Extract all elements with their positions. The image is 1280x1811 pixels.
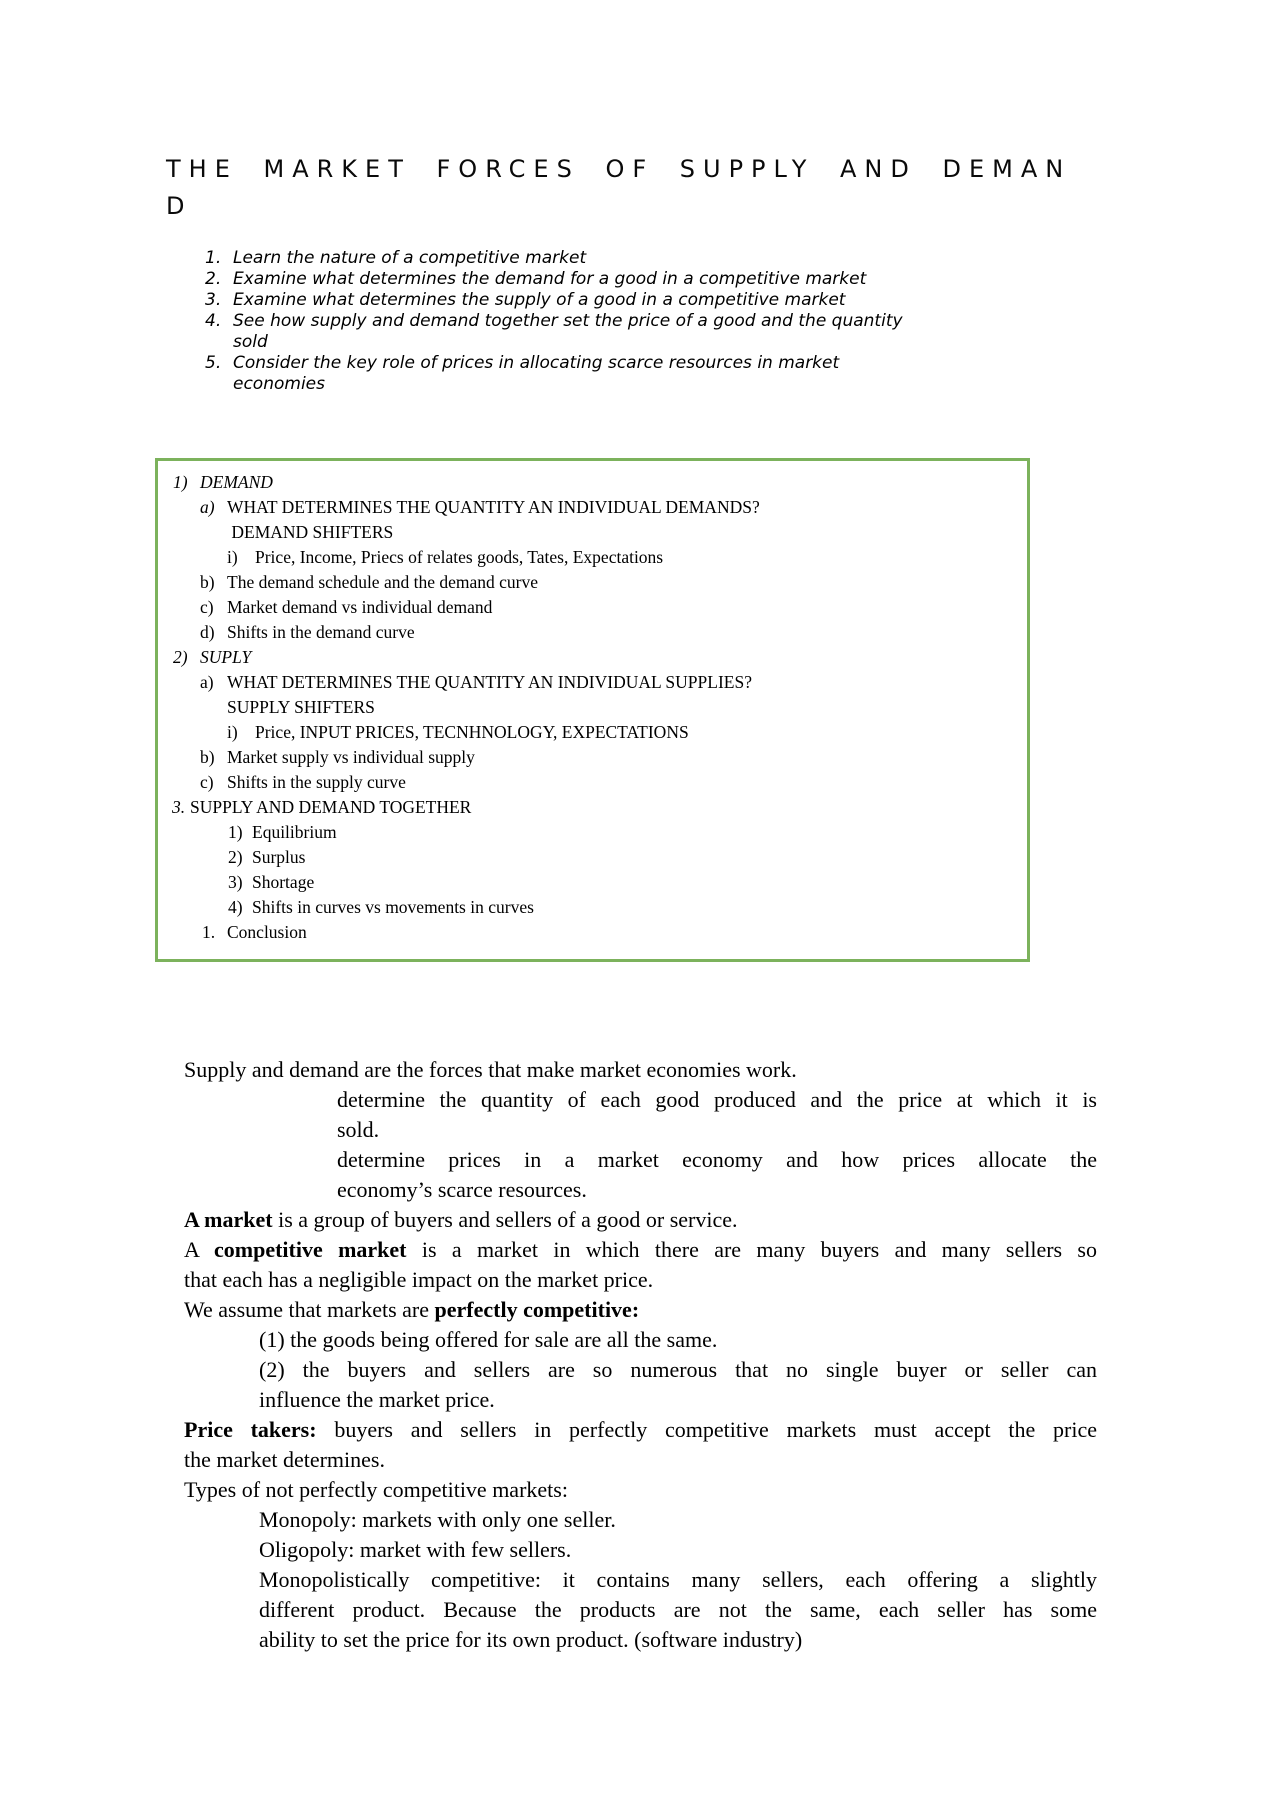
outline-item-marker: 1.: [202, 922, 216, 942]
outline-item: [158, 745, 1027, 770]
body-line: [184, 1355, 1097, 1385]
outline-item-marker: 4): [228, 897, 243, 917]
body-line: [184, 1145, 1097, 1175]
objective-text: [233, 353, 839, 395]
body-plain-text: Monopoly: markets with only one seller.: [259, 1507, 616, 1532]
body-line: [184, 1565, 1097, 1595]
body-text: [184, 1055, 1097, 1655]
body-bold-text: competitive market: [214, 1237, 407, 1262]
outline-item: [158, 595, 1027, 620]
title-line-2: D: [166, 192, 193, 220]
body-plain-text: ability to set the price for its own product. (software industry): [259, 1627, 803, 1652]
body-plain-text: determine the quantity of each good produced and the price at which it is: [337, 1087, 1097, 1112]
outline-item-marker: d): [200, 622, 215, 642]
outline-item: [158, 520, 1027, 545]
outline-item-text: Price, INPUT PRICES, TECNHNOLOGY, EXPECTATIONS: [255, 722, 689, 742]
objective-item: [205, 353, 1280, 395]
body-line: [184, 1295, 1097, 1325]
objective-line: Examine what determines the demand for a good in a competitive market: [233, 269, 867, 289]
body-plain-text: influence the market price.: [259, 1387, 495, 1412]
objective-line: economies: [233, 374, 325, 394]
outline-item: [158, 570, 1027, 595]
body-plain-text: We assume that markets are: [184, 1297, 435, 1322]
outline-item: [158, 770, 1027, 795]
body-line: [184, 1595, 1097, 1625]
outline-item-marker: b): [200, 747, 215, 767]
body-line: [184, 1475, 1097, 1505]
outline-item-text: Market demand vs individual demand: [227, 597, 493, 617]
outline-item-marker: 2): [228, 847, 243, 867]
body-plain-text: different product. Because the products are not the same, each seller has some: [259, 1597, 1097, 1622]
body-plain-text: A: [184, 1237, 215, 1262]
body-bold-text: A market: [184, 1207, 273, 1232]
body-line: [184, 1325, 1097, 1355]
outline-item-marker: 1): [228, 822, 243, 842]
objective-marker: 4.: [205, 311, 222, 331]
outline-item: [158, 820, 1027, 845]
objective-item: [205, 248, 1280, 269]
objective-line: Consider the key role of prices in allocating scarce resources in market: [233, 353, 840, 373]
outline-item-text: Shifts in curves vs movements in curves: [252, 897, 534, 917]
objective-marker: 1.: [205, 248, 222, 268]
body-line: [184, 1385, 1097, 1415]
outline-item-marker: 1): [173, 472, 188, 492]
outline-item-text: Surplus: [252, 847, 306, 867]
body-line: [184, 1055, 1097, 1085]
outline-item-text: Equilibrium: [252, 822, 337, 842]
body-line: [184, 1235, 1097, 1265]
outline-item: [158, 645, 1027, 670]
outline-item: [158, 495, 1027, 520]
outline-item-text: Shifts in the demand curve: [227, 622, 415, 642]
outline-item: [158, 470, 1027, 495]
body-bold-text: perfectly competitive:: [434, 1297, 640, 1322]
outline-item-marker: a): [200, 497, 215, 517]
body-line: [184, 1115, 1097, 1145]
body-plain-text: (2) the buyers and sellers are so numerous that no single buyer or seller can: [259, 1357, 1097, 1382]
objectives-list: [205, 248, 1280, 395]
outline-item-text: DEMAND: [200, 472, 273, 492]
document-title: [166, 151, 1280, 225]
body-line: [184, 1175, 1097, 1205]
body-line: [184, 1445, 1097, 1475]
body-bold-text: Price takers:: [184, 1417, 317, 1442]
objective-marker: 2.: [205, 269, 222, 289]
objective-line: sold: [233, 332, 268, 352]
title-line-1: THE MARKET FORCES OF SUPPLY AND DEMAN: [166, 155, 1072, 183]
body-plain-text: economy’s scarce resources.: [337, 1177, 587, 1202]
outline-item-marker: b): [200, 572, 215, 592]
outline-item-marker: i): [227, 722, 238, 742]
outline-item-marker: 3): [228, 872, 243, 892]
outline-box: [155, 458, 1030, 962]
outline-item-text: Shifts in the supply curve: [227, 772, 406, 792]
objective-marker: 5.: [205, 353, 222, 373]
outline-item: [158, 695, 1027, 720]
body-line: [184, 1625, 1097, 1655]
body-plain-text: (1) the goods being offered for sale are all the same.: [259, 1327, 718, 1352]
objective-line: Learn the nature of a competitive market: [233, 248, 587, 268]
outline-item-marker: a): [200, 672, 214, 692]
outline-item: [158, 670, 1027, 695]
body-plain-text: is a market in which there are many buyers and many sellers so: [406, 1237, 1097, 1262]
outline-item-marker: c): [200, 597, 214, 617]
outline-item-text: WHAT DETERMINES THE QUANTITY AN INDIVIDUAL DEMANDS?: [227, 497, 760, 517]
body-plain-text: Monopolistically competitive: it contains many sellers, each offering a slightly: [259, 1567, 1097, 1592]
outline-item-marker: 2): [173, 647, 188, 667]
body-line: [184, 1505, 1097, 1535]
objective-text: [233, 311, 903, 353]
outline-item-marker: i): [227, 547, 238, 567]
outline-item: [158, 795, 1027, 820]
body-plain-text: the market determines.: [184, 1447, 385, 1472]
outline-item-text: DEMAND SHIFTERS: [227, 522, 394, 542]
objective-item: [205, 290, 1280, 311]
outline-item-text: Price, Income, Priecs of relates goods, Tates, Expectations: [255, 547, 664, 567]
outline-item: [158, 545, 1027, 570]
objective-item: [205, 269, 1280, 290]
objective-text: [233, 290, 845, 311]
objective-marker: 3.: [205, 290, 222, 310]
body-plain-text: Types of not perfectly competitive markets:: [184, 1477, 568, 1502]
outline-item-text: Market supply vs individual supply: [227, 747, 475, 767]
body-plain-text: Supply and demand are the forces that make market economies work.: [184, 1057, 797, 1082]
objective-line: Examine what determines the supply of a good in a competitive market: [233, 290, 846, 310]
body-plain-text: is a group of buyers and sellers of a good or service.: [272, 1207, 738, 1232]
outline-item: [158, 845, 1027, 870]
body-plain-text: buyers and sellers in perfectly competitive markets must accept the price: [316, 1417, 1098, 1442]
body-plain-text: determine prices in a market economy and how prices allocate the: [337, 1147, 1097, 1172]
outline-item-text: SUPPLY AND DEMAND TOGETHER: [190, 797, 472, 817]
outline-item: [158, 920, 1027, 945]
objective-text: [233, 248, 586, 269]
outline-item-text: The demand schedule and the demand curve: [227, 572, 538, 592]
outline-item-text: SUPLY: [200, 647, 252, 667]
body-line: [184, 1415, 1097, 1445]
body-line: [184, 1535, 1097, 1565]
outline-item-text: WHAT DETERMINES THE QUANTITY AN INDIVIDUAL SUPPLIES?: [227, 672, 752, 692]
body-plain-text: Oligopoly: market with few sellers.: [259, 1537, 572, 1562]
objective-text: [233, 269, 866, 290]
outline-item: [158, 620, 1027, 645]
body-line: [184, 1205, 1097, 1235]
outline-item: [158, 870, 1027, 895]
outline-item-text: Conclusion: [227, 922, 307, 942]
body-line: [184, 1085, 1097, 1115]
body-line: [184, 1265, 1097, 1295]
objective-line: See how supply and demand together set the price of a good and the quantity: [233, 311, 903, 331]
body-plain-text: that each has a negligible impact on the market price.: [184, 1267, 654, 1292]
outline-item: [158, 895, 1027, 920]
outline-item-marker: c): [200, 772, 214, 792]
outline-item: [158, 720, 1027, 745]
objective-item: [205, 311, 1280, 353]
outline-item-text: SUPPLY SHIFTERS: [227, 697, 375, 717]
body-plain-text: sold.: [337, 1117, 380, 1142]
outline-item-text: Shortage: [252, 872, 315, 892]
outline-item-marker: 3.: [172, 797, 186, 817]
